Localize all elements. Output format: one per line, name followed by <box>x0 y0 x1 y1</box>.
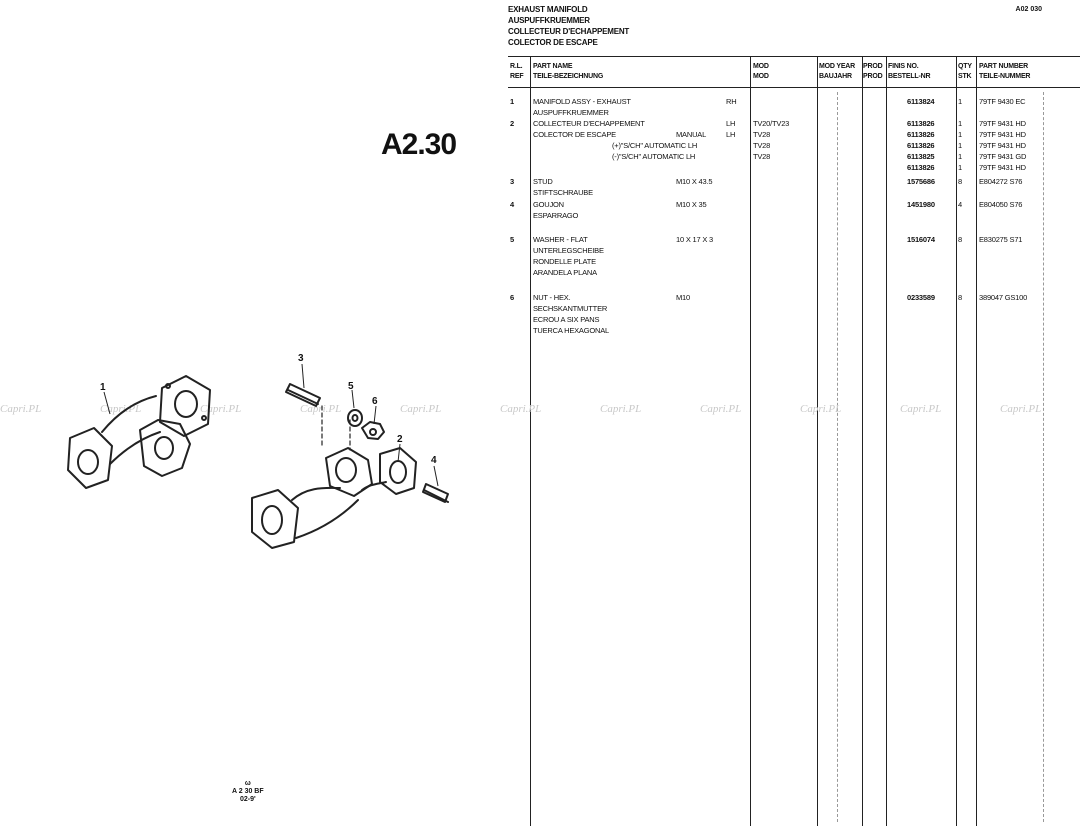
col-divider-modyear <box>817 56 818 826</box>
header-part-name: PART NAME TEILE-BEZEICHNUNG <box>533 63 604 80</box>
spec-label: (+)"S/CH" AUTOMATIC LH <box>612 141 698 150</box>
footer-code-block <box>232 780 264 804</box>
part-number: 79TF 9431 HD <box>979 141 1026 150</box>
finis-number: 1451980 <box>907 200 935 209</box>
part-name: ECROU A SIX PANS <box>533 315 600 324</box>
mod-code: TV28 <box>753 152 771 161</box>
col-divider-pn <box>976 56 977 826</box>
finis-number: 6113825 <box>907 152 935 161</box>
part-name: WASHER - FLAT <box>533 235 588 244</box>
watermark: Capri.PL <box>600 403 642 415</box>
watermark: Capri.PL <box>200 403 242 415</box>
title-en: EXHAUST MANIFOLD <box>508 5 588 14</box>
quantity: 1 <box>958 163 962 172</box>
watermark: Capri.PL <box>400 403 442 415</box>
quantity: 1 <box>958 97 962 106</box>
watermark: Capri.PL <box>800 403 842 415</box>
part-name: UNTERLEGSCHEIBE <box>533 246 604 255</box>
title-es: COLECTOR DE ESCAPE <box>508 38 598 47</box>
page-title-block <box>508 4 629 48</box>
watermark: Capri.PL <box>500 403 542 415</box>
row-ref: 4 <box>510 200 514 209</box>
quantity: 1 <box>958 152 962 161</box>
finis-number: 1516074 <box>907 235 935 244</box>
finis-number: 6113826 <box>907 163 935 172</box>
part-name: SECHSKANTMUTTER <box>533 304 608 313</box>
spec-label: (-)"S/CH" AUTOMATIC LH <box>612 152 696 161</box>
row-ref: 6 <box>510 293 514 302</box>
part-number: 79TF 9430 EC <box>979 97 1026 106</box>
part-number: 79TF 9431 HD <box>979 130 1026 139</box>
col-guide-1 <box>837 92 838 822</box>
callout-3: 3 <box>298 353 304 364</box>
quantity: 4 <box>958 200 962 209</box>
washer-drawing <box>348 410 362 426</box>
page-code: A02 030 <box>1015 6 1042 13</box>
mod-code: TV20/TV23 <box>753 119 790 128</box>
part-name: COLECTOR DE ESCAPE <box>533 130 616 139</box>
header-part-number: PART NUMBER TEILE-NUMMER <box>979 63 1031 80</box>
spec-label: M10 X 35 <box>676 200 707 209</box>
finis-number: 0233589 <box>907 293 935 302</box>
side-label: LH <box>726 119 736 128</box>
header-ref: R.L. REF <box>510 63 524 80</box>
part-name: AUSPUFFKRUEMMER <box>533 108 609 117</box>
title-de: AUSPUFFKRUEMMER <box>508 16 590 25</box>
hex-nut-drawing <box>362 422 384 439</box>
col-guide-2 <box>1043 92 1044 822</box>
watermark: Capri.PL <box>100 403 142 415</box>
finis-number: 6113826 <box>907 130 935 139</box>
finis-number: 6113826 <box>907 141 935 150</box>
col-divider-qty <box>956 56 957 826</box>
goujon-drawing <box>423 484 448 502</box>
quantity: 8 <box>958 235 962 244</box>
part-number: 389047 GS100 <box>979 293 1028 302</box>
part-name: TUERCA HEXAGONAL <box>533 326 609 335</box>
row-ref: 5 <box>510 235 514 244</box>
part-number: 79TF 9431 GD <box>979 152 1027 161</box>
part-name: STIFTSCHRAUBE <box>533 188 593 197</box>
footer-code: A 2 30 BF <box>232 788 264 795</box>
part-number: E830275 S71 <box>979 235 1023 244</box>
watermark: Capri.PL <box>700 403 742 415</box>
callout-4: 4 <box>431 455 437 466</box>
watermark: Capri.PL <box>900 403 942 415</box>
quantity: 8 <box>958 293 962 302</box>
finis-number: 1575686 <box>907 177 935 186</box>
part-number: 79TF 9431 HD <box>979 163 1026 172</box>
quantity: 1 <box>958 141 962 150</box>
stud-drawing <box>286 384 320 406</box>
spec-label: M10 X 43.5 <box>676 177 713 186</box>
table-top-rule <box>508 56 1080 57</box>
col-divider-ref <box>530 56 531 826</box>
section-reference: A2.30 <box>381 128 457 161</box>
callout-5: 5 <box>348 381 354 392</box>
part-name: RONDELLE PLATE <box>533 257 596 266</box>
finis-number: 6113826 <box>907 119 935 128</box>
callout-1: 1 <box>100 382 106 393</box>
header-qty: QTY STK <box>958 63 972 80</box>
watermark: Capri.PL <box>300 403 342 415</box>
col-divider-prod <box>862 56 863 826</box>
exhaust-manifold-diagram <box>40 340 480 570</box>
manifold-rh-drawing <box>68 376 210 488</box>
manifold-lh-drawing <box>252 448 416 548</box>
part-name: ARANDELA PLANA <box>533 268 597 277</box>
part-name: STUD <box>533 177 553 186</box>
part-number: 79TF 9431 HD <box>979 119 1026 128</box>
header-mod-year: MOD YEAR BAUJAHR <box>819 63 855 80</box>
part-name: MANIFOLD ASSY - EXHAUST <box>533 97 631 106</box>
header-finis: FINIS NO. BESTELL-NR <box>888 63 931 80</box>
col-divider-mod <box>750 56 751 826</box>
spec-label: MANUAL <box>676 130 707 139</box>
quantity: 8 <box>958 177 962 186</box>
header-prod: PROD PROD <box>863 63 883 80</box>
side-label: LH <box>726 130 736 139</box>
callout-2: 2 <box>397 434 403 445</box>
mod-code: TV28 <box>753 130 771 139</box>
quantity: 1 <box>958 130 962 139</box>
title-fr: COLLECTEUR D'ECHAPPEMENT <box>508 27 630 36</box>
footer-symbol: ω <box>244 780 251 787</box>
part-name: ESPARRAGO <box>533 211 579 220</box>
header-mod: MOD MOD <box>753 63 769 80</box>
finis-number: 6113824 <box>907 97 935 106</box>
part-number: E804272 S76 <box>979 177 1023 186</box>
spec-label: M10 <box>676 293 690 302</box>
part-name: GOUJON <box>533 200 564 209</box>
part-number: E804050 S76 <box>979 200 1023 209</box>
quantity: 1 <box>958 119 962 128</box>
watermark: Capri.PL <box>1000 403 1042 415</box>
spec-label: 10 X 17 X 3 <box>676 235 713 244</box>
row-ref: 3 <box>510 177 514 186</box>
col-divider-finis <box>886 56 887 826</box>
row-ref: 2 <box>510 119 514 128</box>
mod-code: TV28 <box>753 141 771 150</box>
side-label: RH <box>726 97 737 106</box>
row-ref: 1 <box>510 97 514 106</box>
part-name: NUT - HEX. <box>533 293 571 302</box>
table-header-rule <box>508 87 1080 88</box>
watermark: Capri.PL <box>0 403 42 415</box>
callout-6: 6 <box>372 396 378 407</box>
part-name: COLLECTEUR D'ECHAPPEMENT <box>533 119 645 128</box>
footer-date: 02-9' <box>239 796 256 803</box>
